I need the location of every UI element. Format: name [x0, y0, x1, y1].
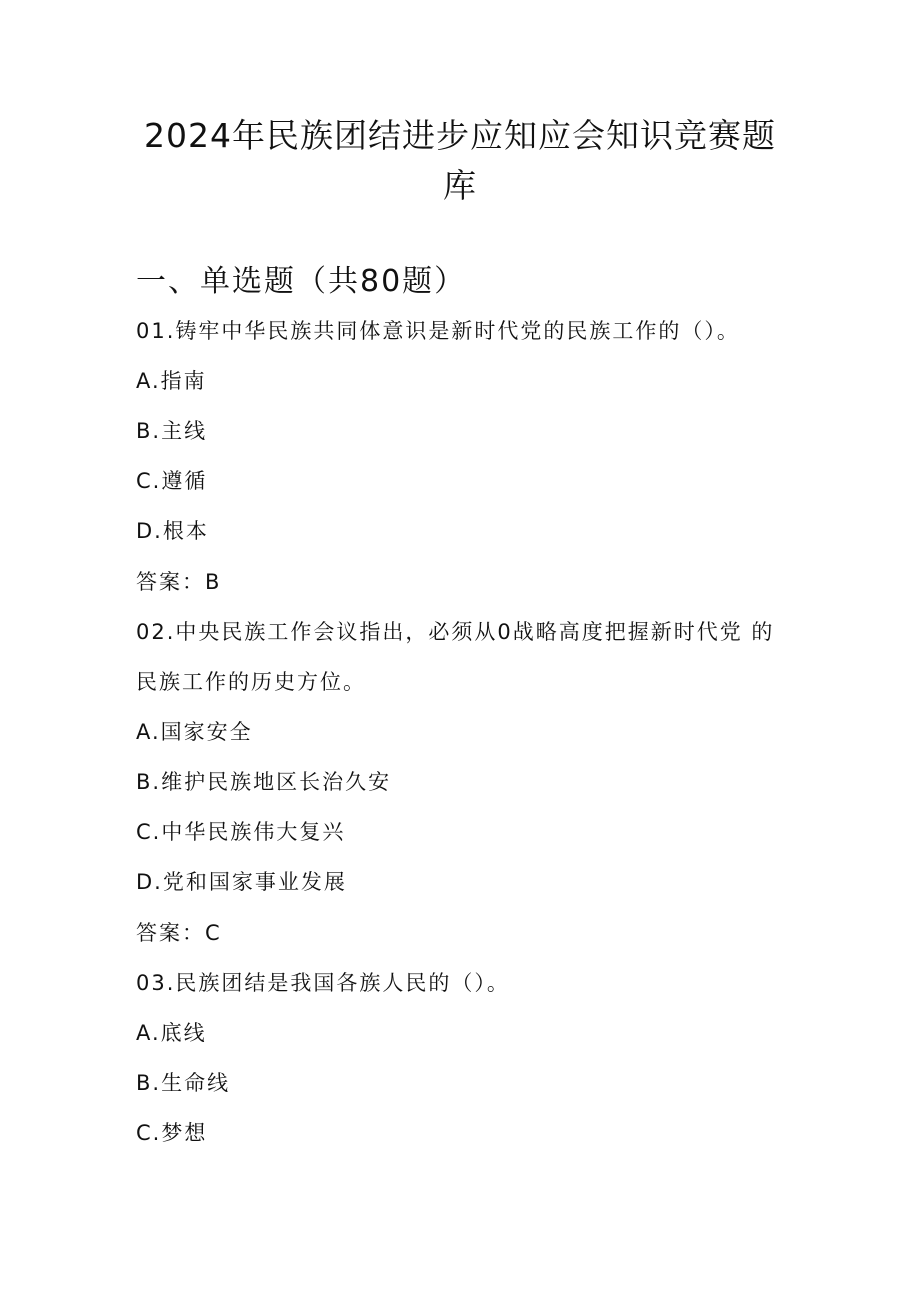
question-02-option-c: C.中华民族伟大复兴	[136, 820, 346, 844]
question-02-option-a: A.国家安全	[136, 720, 253, 744]
question-03-stem: 03.民族团结是我国各族人民的（）。	[136, 971, 510, 995]
question-01-stem: 01.铸牢中华民族共同体意识是新时代党的民族工作的（）。	[136, 319, 740, 343]
question-01-option-c: C.遵循	[136, 469, 208, 493]
question-02-stem-line-1: 02.中央民族工作会议指出，必须从0战略高度把握新时代党 的	[136, 620, 775, 644]
document-title-line-1: 2024年民族团结进步应知应会知识竞赛题	[144, 116, 776, 155]
question-03-option-a: A.底线	[136, 1021, 207, 1045]
question-02-option-d: D.党和国家事业发展	[136, 870, 347, 894]
question-01-option-b: B.主线	[136, 419, 208, 443]
question-01-option-a: A.指南	[136, 369, 207, 393]
question-03-option-c: C.梦想	[136, 1121, 208, 1145]
question-03-option-b: B.生命线	[136, 1071, 231, 1095]
question-01-answer: 答案：B	[136, 570, 222, 594]
document-title-line-2: 库	[443, 166, 477, 205]
question-01-option-d: D.根本	[136, 519, 209, 543]
question-02-answer: 答案：C	[136, 921, 222, 945]
question-02-option-b: B.维护民族地区长治久安	[136, 770, 392, 794]
section-heading: 一、单选题（共80题）	[136, 264, 467, 299]
question-02-stem-line-2: 民族工作的历史方位。	[136, 670, 366, 694]
